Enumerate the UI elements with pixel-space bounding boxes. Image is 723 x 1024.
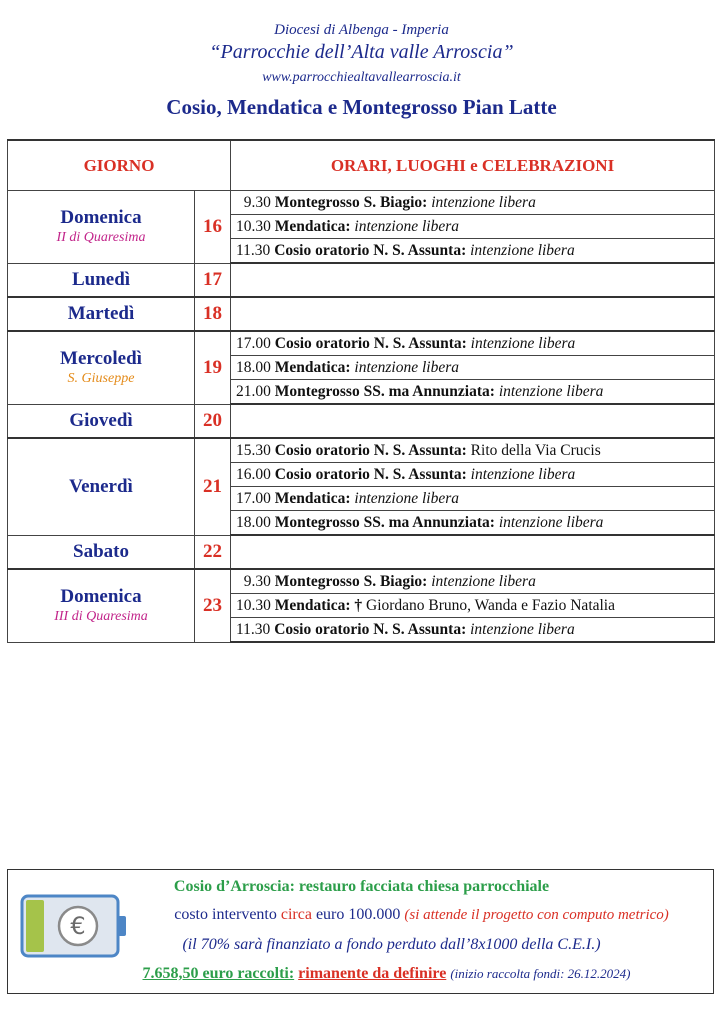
day-cell xyxy=(8,438,195,535)
day-subtitle: S. Giuseppe xyxy=(67,370,135,386)
event-time: 21.00 xyxy=(236,382,271,400)
day-name: Domenica xyxy=(60,206,142,228)
website-line[interactable]: www.parrocchiealtavallearroscia.it xyxy=(262,70,461,85)
event-cell xyxy=(231,191,715,215)
dagger-icon: † xyxy=(354,596,363,614)
day-number: 19 xyxy=(195,331,231,404)
event-place: Cosio oratorio N. S. Assunta: xyxy=(274,334,467,352)
day-number: 21 xyxy=(195,438,231,535)
event-cell xyxy=(231,594,715,618)
page-title: Cosio, Mendatica e Montegrosso Pian Latte xyxy=(166,95,557,119)
day-name: Venerdì xyxy=(69,475,133,497)
table-row-empty xyxy=(8,535,715,569)
event-cell xyxy=(231,569,715,594)
day-name: Lunedì xyxy=(71,268,131,290)
event-cell xyxy=(231,463,715,487)
fund-cost-line xyxy=(128,906,715,924)
event-note: intenzione libera xyxy=(470,334,576,352)
fund-title: Cosio d’Arroscia: restauro facciata chiesa parrocchiale xyxy=(173,878,550,895)
event-place: Cosio oratorio N. S. Assunta: xyxy=(274,620,467,638)
event-place: Montegrosso S. Biagio: xyxy=(274,572,428,590)
day-cell xyxy=(8,569,195,642)
day-number: 20 xyxy=(195,404,231,438)
fundraising-box xyxy=(7,869,714,994)
fund-cost-approx: circa xyxy=(280,906,312,923)
event-note: intenzione libera xyxy=(354,358,460,376)
day-cell xyxy=(8,535,195,569)
day-subtitle: III di Quaresima xyxy=(54,608,148,624)
event-place: Cosio oratorio N. S. Assunta: xyxy=(274,441,467,459)
event-note: intenzione libera xyxy=(498,513,604,531)
fund-cost-value: euro 100.000 xyxy=(315,906,401,923)
event-cell xyxy=(231,239,715,264)
event-note: intenzione libera xyxy=(354,489,460,507)
event-time: 17.00 xyxy=(236,334,271,352)
col-day-header: GIORNO xyxy=(8,140,231,191)
table-row xyxy=(8,438,715,463)
day-cell xyxy=(8,404,195,438)
day-number: 17 xyxy=(195,263,231,297)
fund-cost-note: (si attende il progetto con computo metrico) xyxy=(404,907,669,923)
event-time: 10.30 xyxy=(236,596,271,614)
event-cell xyxy=(231,297,715,331)
day-cell xyxy=(8,191,195,264)
svg-text:€: € xyxy=(70,912,86,940)
event-note: Rito della Via Crucis xyxy=(470,441,601,459)
event-cell xyxy=(231,263,715,297)
event-time: 17.00 xyxy=(236,489,271,507)
event-cell xyxy=(231,535,715,569)
table-row xyxy=(8,191,715,215)
event-time: 9.30 xyxy=(236,572,271,590)
event-place: Mendatica: xyxy=(274,489,351,507)
day-number: 16 xyxy=(195,191,231,264)
event-time: 9.30 xyxy=(236,193,271,211)
event-cell xyxy=(231,215,715,239)
event-cell xyxy=(231,380,715,405)
event-cell xyxy=(231,331,715,356)
event-cell xyxy=(231,356,715,380)
fund-start-note: (inizio raccolta fondi: 26.12.2024) xyxy=(450,966,631,981)
day-number: 18 xyxy=(195,297,231,331)
fund-cost-label: costo intervento xyxy=(174,906,277,923)
day-cell xyxy=(8,297,195,331)
day-name: Mercoledì xyxy=(60,347,142,369)
event-note: Giordano Bruno, Wanda e Fazio Natalia xyxy=(366,596,615,614)
event-time: 16.00 xyxy=(236,465,271,483)
table-row xyxy=(8,331,715,356)
event-time: 18.00 xyxy=(236,358,271,376)
day-name: Domenica xyxy=(60,585,142,607)
event-note: intenzione libera xyxy=(354,217,460,235)
table-row-empty xyxy=(8,404,715,438)
day-subtitle: II di Quaresima xyxy=(56,229,146,245)
event-place: Mendatica: xyxy=(274,358,351,376)
schedule-table xyxy=(7,139,715,643)
event-cell xyxy=(231,487,715,511)
event-place: Mendatica: xyxy=(274,596,351,614)
fund-raised-line xyxy=(58,965,715,983)
event-note: intenzione libera xyxy=(498,382,604,400)
event-place: Montegrosso S. Biagio: xyxy=(274,193,428,211)
event-note: intenzione libera xyxy=(470,620,575,638)
day-cell xyxy=(8,331,195,404)
event-note: intenzione libera xyxy=(470,241,575,259)
fund-raised: 7.658,50 euro raccolti: xyxy=(142,965,295,982)
event-cell xyxy=(231,404,715,438)
event-time: 18.00 xyxy=(236,513,271,531)
event-cell xyxy=(231,511,715,536)
day-name: Sabato xyxy=(73,540,129,562)
event-note: intenzione libera xyxy=(431,193,536,211)
event-time: 15.30 xyxy=(236,441,271,459)
fund-financing: (il 70% sarà finanziato a fondo perduto dall’8x1000 della C.E.I.) xyxy=(182,936,601,953)
day-name: Giovedì xyxy=(69,409,133,431)
table-header-row xyxy=(8,140,715,191)
event-cell xyxy=(231,618,715,643)
event-time: 11.30 xyxy=(236,241,271,259)
parishes-line: “Parrocchie dell’Alta valle Arroscia” xyxy=(209,41,514,63)
event-time: 10.30 xyxy=(236,217,271,235)
event-place: Mendatica: xyxy=(274,217,351,235)
event-place: Cosio oratorio N. S. Assunta: xyxy=(274,465,467,483)
event-note: intenzione libera xyxy=(431,572,536,590)
col-events-header: ORARI, LUOGHI e CELEBRAZIONI xyxy=(231,140,715,191)
diocese-line: Diocesi di Albenga - Imperia xyxy=(274,22,449,38)
table-row-empty xyxy=(8,297,715,331)
event-place: Cosio oratorio N. S. Assunta: xyxy=(274,241,467,259)
event-place: Montegrosso SS. ma Annunziata: xyxy=(274,382,495,400)
day-cell xyxy=(8,263,195,297)
event-cell xyxy=(231,438,715,463)
event-note: intenzione libera xyxy=(470,465,576,483)
table-row xyxy=(8,569,715,594)
day-name: Martedì xyxy=(67,303,135,324)
event-place: Montegrosso SS. ma Annunziata: xyxy=(274,513,495,531)
day-number: 22 xyxy=(195,535,231,569)
event-time: 11.30 xyxy=(236,620,271,638)
table-row-empty xyxy=(8,263,715,297)
fund-remaining: rimanente da definire xyxy=(298,965,447,982)
day-number: 23 xyxy=(195,569,231,642)
